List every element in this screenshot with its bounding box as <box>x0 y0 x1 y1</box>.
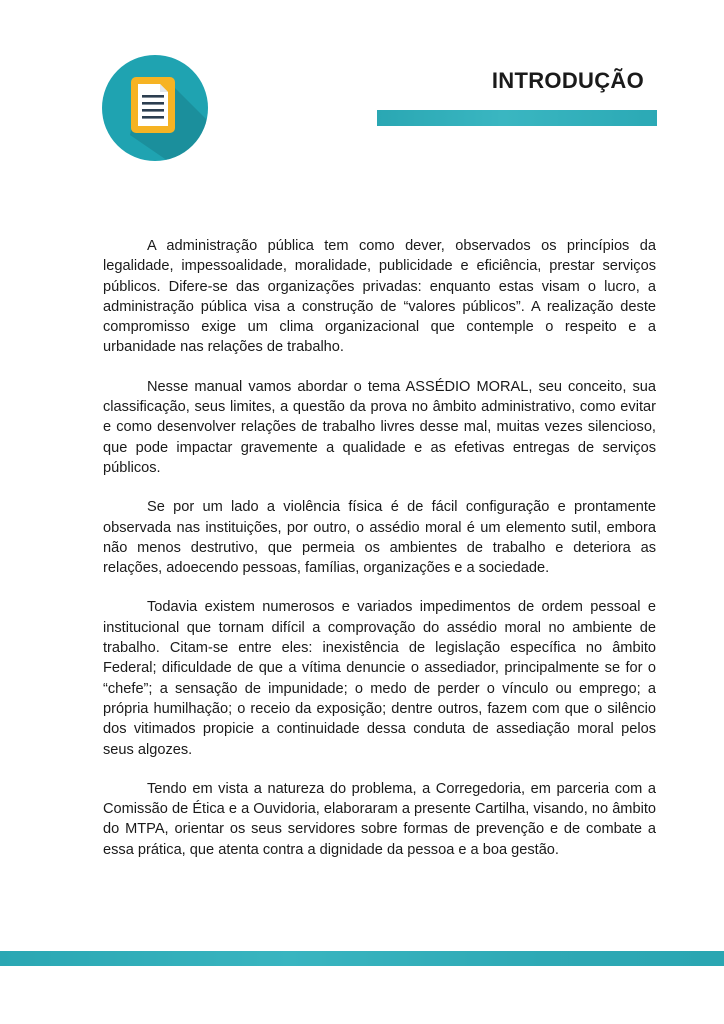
body-text <box>103 236 656 879</box>
paragraph-impediments: Todavia existem numerosos e variados impedimentos de ordem pessoal e institucional que tornam difícil a comprovação do assédio moral no ambiente de trabalho. Citam-se entre eles: inexistência de legislação específica no âmbito Federal; dificuldade de que a vítima denuncie o assediador, principalmente se for o “chefe”; a sensação de impunidade; o medo de perder o vínculo ou emprego; a própria humilhação; o receio da exposição; dentre outros, fazem com que o silêncio dos vitimados propicie a continuidade dessa conduta de assediação moral pelos seus algozes. <box>103 599 656 758</box>
footer-bar <box>0 951 724 966</box>
document-icon-badge <box>102 55 208 161</box>
page-title: INTRODUÇÃO <box>491 68 644 93</box>
document-icon <box>102 55 208 161</box>
paragraph-violence: Se por um lado a violência física é de fácil configuração e prontamente observada nas instituições, por outro, o assédio moral é um elemento sutil, embora não menos destrutivo, que permeia os ambientes de trabalho e deteriora as relações, adoecendo pessoas, famílias, organizações e a sociedade. <box>103 499 656 577</box>
paragraph-purpose: Tendo em vista a natureza do problema, a Corregedoria, em parceria com a Comissão de Ética e a Ouvidoria, elaboraram a presente Cartilha, visando, no âmbito do MTPA, orientar os seus servidores sobre formas de prevenção e de combate a essa prática, que atenta contra a dignidade da pessoa e a boa gestão. <box>103 780 656 858</box>
title-underline-bar <box>377 110 657 126</box>
paragraph-manual-scope: Nesse manual vamos abordar o tema ASSÉDIO MORAL, seu conceito, sua classificação, seus limites, a questão da prova no âmbito administrativo, como evitar e como desenvolver relações de trabalho livres desse mal, muitas vezes silencioso, que pode impactar gravemente a qualidade e as efetivas entregas de serviços públicos. <box>103 378 656 476</box>
paragraph-intro: A administração pública tem como dever, observados os princípios da legalidade, impessoalidade, moralidade, publicidade e eficiência, prestar serviços públicos. Difere-se das organizações privadas: enquanto estas visam o lucro, a administração pública visa a construção de “valores públicos”. A realização deste compromisso exige um clima organizacional que contemple o respeito e a urbanidade nas relações de trabalho. <box>103 238 656 356</box>
